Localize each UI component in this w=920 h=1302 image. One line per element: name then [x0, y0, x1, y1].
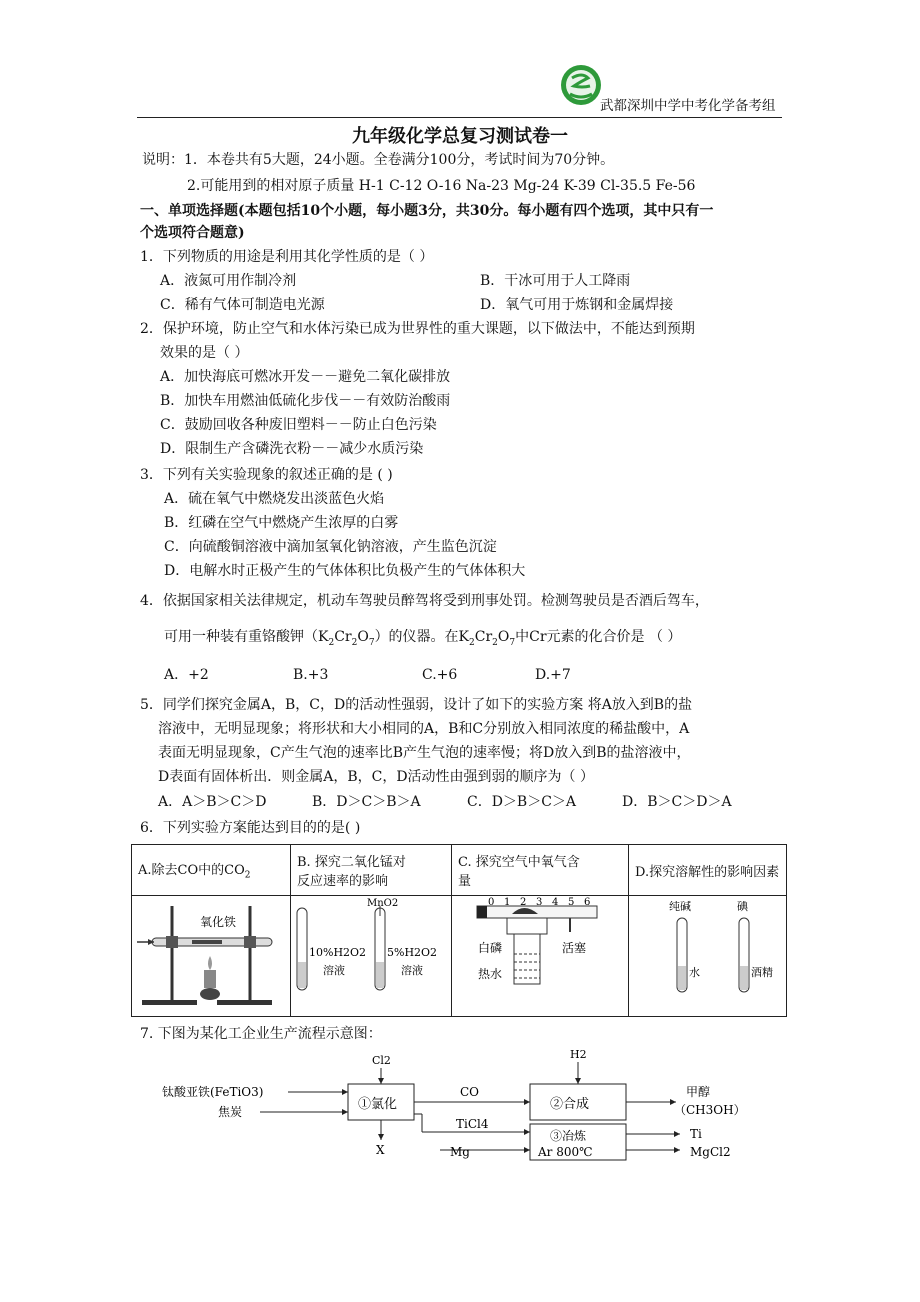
q6-c-tick-3: 3: [536, 897, 543, 908]
q6-cell-a-header: A.除去CO中的$CO_2$: [132, 845, 291, 896]
q3-option-d: D．电解水时正极产生的气体体积比负极产生的气体体积大: [164, 563, 526, 579]
q6-c-tick-0: 0: [488, 897, 495, 908]
q6-figure-b: [291, 896, 452, 1017]
q6-c-tick-1: 1: [504, 897, 511, 908]
q7-flowchart: [160, 1044, 760, 1166]
q7-box-smelting: ③冶炼: [550, 1129, 587, 1143]
q2-option-a: A．加快海底可燃冰开发－－避免二氧化碳排放: [160, 369, 451, 385]
q4-option-c: C.+6: [422, 667, 458, 683]
q5-option-b: B．D＞C＞B＞A: [312, 794, 421, 810]
q6-figure-a: [132, 896, 291, 1017]
q5-option-c: C．D＞B＞C＞A: [467, 794, 577, 810]
q2-option-d: D．限制生产含磷洗衣粉－－减少水质污染: [160, 441, 424, 457]
q1-option-d: D．氧气可用于炼钢和金属焊接: [480, 297, 674, 313]
q4-option-d: D.+7: [535, 667, 571, 683]
q1-option-b: B．干冰可用于人工降雨: [480, 273, 631, 289]
q1-stem: 1．下列物质的用途是利用其化学性质的是（ ）: [140, 249, 434, 265]
q7-output-mgcl2: MgCl2: [690, 1145, 731, 1159]
q3-stem: 3．下列有关实验现象的叙述正确的是 ( ): [140, 467, 393, 483]
q7-ticl4-label: TiCl4: [456, 1117, 489, 1131]
q6-figure-d: [629, 896, 787, 1017]
q1-option-c: C．稀有气体可制造电光源: [160, 297, 325, 313]
q6-c-valve: 活塞: [562, 941, 587, 955]
q6-d-alcohol: 酒精: [751, 966, 773, 979]
q7-box-chlorination: ①氯化: [358, 1097, 398, 1112]
q6-cell-d-header: D.探究溶解性的影响因素: [629, 845, 787, 896]
q5-option-d: D．B＞C＞D＞A: [622, 794, 732, 810]
q3-option-c: C．向硫酸铜溶液中滴加氢氧化钠溶液，产生监色沉淀: [164, 539, 497, 555]
q6-c-tick-5: 5: [568, 897, 575, 908]
q5-option-a: A．A＞B＞C＞D: [158, 794, 267, 810]
q7-box-synthesis: ②合成: [550, 1097, 590, 1112]
school-logo: [560, 64, 602, 106]
q7-input-ferrous-titanate: 钛酸亚铁(FeTiO3): [162, 1085, 264, 1099]
q6-b-left-conc: 10%H2O2: [309, 946, 367, 959]
q4-option-a: A．+2: [164, 667, 209, 683]
q4-option-b: B.+3: [293, 667, 329, 683]
section1-heading-cont: 个选项符合题意): [140, 225, 245, 241]
q2-stem-cont: 效果的是（ ）: [160, 345, 249, 361]
q6-c-phosphorus: 白磷: [478, 941, 503, 955]
q7-output-methanol: 甲醇: [686, 1085, 711, 1099]
q7-byproduct-x: X: [376, 1143, 385, 1157]
q6-d-iodine: 碘: [737, 900, 748, 913]
q3-option-a: A．硫在氧气中燃烧发出淡蓝色火焰: [164, 491, 385, 507]
q5-stem-3: 表面无明显现象，C产生气泡的速率比B产生气泡的速率慢；将D放入到B的盐溶液中，: [158, 745, 691, 761]
q6-c-hot-water: 热水: [478, 967, 503, 981]
section1-heading: 一、单项选择题(本题包括10个小题，每小题3分，共30分。每小题有四个选项，其中只有一: [140, 203, 714, 219]
q6-b-right-conc: 5%H2O2: [387, 946, 438, 959]
q6-d-water: 水: [689, 966, 700, 979]
q4-stem-cont: 可用一种装有重铬酸钾$(K_2Cr_2O_7)$的仪器。在$K_2Cr_2O_7$中Cr元素的化合价是 （ ）: [164, 629, 682, 648]
q7-stem: 7. 下图为某化工企业生产流程示意图：: [140, 1026, 382, 1042]
q7-cl2: Cl2: [372, 1054, 391, 1067]
q7-output-formula: （CH3OH）: [674, 1103, 746, 1117]
q6-figure-c: [452, 896, 629, 1017]
q6-a-label: 氧化铁: [200, 915, 237, 929]
q6-stem: 6．下列实验方案能达到目的的是( ): [140, 820, 361, 836]
q7-input-coke: 焦炭: [218, 1105, 243, 1119]
q2-option-c: C．鼓励回收各种废旧塑料－－防止白色污染: [160, 417, 437, 433]
q2-stem: 2．保护环境，防止空气和水体污染已成为世界性的重大课题，以下做法中，不能达到预期: [140, 321, 695, 337]
q6-cell-c-header: C. 探究空气中氧气含 量: [452, 845, 629, 896]
q2-option-b: B．加快车用燃油低硫化步伐－－有效防治酸雨: [160, 393, 451, 409]
q6-b-mno2: MnO2: [367, 898, 399, 909]
q6-c-tick-6: 6: [584, 897, 591, 908]
q4-stem: 4．依据国家相关法律规定，机动车驾驶员醉驾将受到刑事处罚。检测驾驶员是否酒后驾车，: [140, 593, 709, 609]
q5-stem-2: 溶液中，无明显现象；将形状和大小相同的A，B和C分别放入相同浓度的稀盐酸中，A: [158, 721, 690, 737]
q6-d-soda: 纯碱: [669, 900, 691, 913]
school-name: 武都深圳中学中考化学备考组: [600, 98, 776, 114]
q7-output-ti: Ti: [690, 1127, 702, 1141]
q6-experiment-table: [131, 844, 787, 1017]
q7-co-label: CO: [460, 1085, 480, 1099]
q6-c-tick-4: 4: [552, 897, 559, 908]
q1-option-a: A．液氮可用作制冷剂: [160, 273, 297, 289]
page-title: 九年级化学总复习测试卷一: [352, 126, 568, 147]
instructions-line1: 说明：1．本卷共有5大题，24小题。全卷满分100分，考试时间为70分钟。: [142, 152, 615, 168]
q6-cell-b-header: B. 探究二氧化锰对 反应速率的影响: [291, 845, 452, 896]
q6-b-left-sol: 溶液: [323, 964, 345, 977]
q5-stem-4: D表面有固体析出．则金属A，B，C，D活动性由强到弱的顺序为（ ）: [158, 769, 595, 785]
instructions-line2: 2.可能用到的相对原子质量 H-1 C-12 O-16 Na-23 Mg-24 K-39 Cl-35.5 Fe-56: [187, 178, 696, 194]
q7-mg-label: Mg: [450, 1145, 470, 1159]
q7-h2: H2: [570, 1048, 587, 1061]
q7-box-smelting-cond: Ar 800℃: [538, 1145, 593, 1159]
header-rule: [137, 117, 782, 118]
q6-b-right-sol: 溶液: [401, 964, 423, 977]
q5-stem: 5．同学们探究金属A，B，C，D的活动性强弱，设计了如下的实验方案 将A放入到B的盐: [140, 697, 693, 713]
q6-c-tick-2: 2: [520, 897, 527, 908]
q3-option-b: B．红磷在空气中燃烧产生浓厚的白雾: [164, 515, 399, 531]
